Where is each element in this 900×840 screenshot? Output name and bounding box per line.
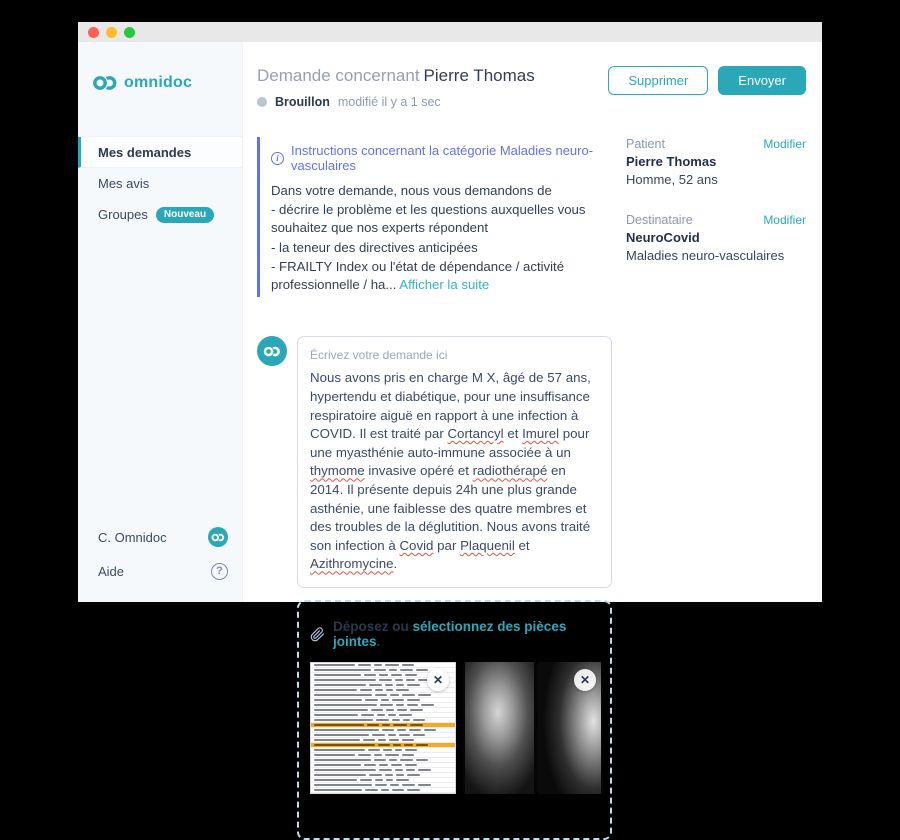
status-badge: Brouillon <box>275 95 330 109</box>
misspelled-word: radiothérapé <box>472 463 548 479</box>
sidebar-footer <box>78 520 242 588</box>
new-badge: Nouveau <box>156 207 214 223</box>
edit-recipient-link[interactable]: Modifier <box>763 213 806 227</box>
misspelled-word: Cortancyl <box>447 426 504 442</box>
remove-lab-results-button[interactable]: ✕ <box>427 669 449 691</box>
status-row <box>257 95 535 109</box>
delete-button[interactable]: Supprimer <box>608 66 708 95</box>
summary-panel <box>626 137 806 840</box>
page-title <box>257 66 535 86</box>
page-title-patient-name: Pierre Thomas <box>423 66 535 85</box>
sidebar-item-mes-demandes[interactable] <box>78 137 242 168</box>
omnidoc-logo-icon <box>92 75 118 91</box>
close-window-button[interactable] <box>88 27 99 38</box>
sidebar-item-groupes[interactable] <box>78 199 242 230</box>
last-modified-text: modifié il y a 1 sec <box>337 95 441 109</box>
remove-xray-button[interactable]: ✕ <box>574 669 596 691</box>
composer-row <box>257 336 612 588</box>
patient-label: Patient <box>626 137 665 151</box>
recipient-label: Destinataire <box>626 213 693 227</box>
attachments-dropzone[interactable] <box>297 600 612 840</box>
lab-results-attachment[interactable] <box>310 662 456 794</box>
instructions-header <box>271 143 612 173</box>
app-window <box>78 22 822 688</box>
page-title-prefix: Demande concernant <box>257 66 420 85</box>
info-icon: i <box>271 152 284 165</box>
sidebar-item-label: Mes demandes <box>98 144 192 160</box>
patient-section <box>626 137 806 187</box>
show-more-link[interactable]: Afficher la suite <box>399 277 490 293</box>
request-message-text: Nous avons pris en charge M X, âgé de 57 ans, hypertendu et diabétique, pour une insuffisance respiratoire aiguë en rapport à une infection à COVID. Il est traité par Cortancyl et Imurel pour une myasthénie auto-immune associée à un thymome invasive opéré et radiothérapé en 2014. Il présente depuis 24h une plus grande asthénie, une faiblesse des quatre membres et des troubles de la déglutition. Nous avons traité son infection à Covid par Plaquenil et Azithromycine. <box>310 370 591 572</box>
sidebar-item-label: Mes avis <box>98 176 150 191</box>
instructions-body: Dans votre demande, nous vous demandons de - décrire le problème et les questions auxquelles vous souhaitez que nos experts répondent - la teneur des directives anticipées - FRAILTY Index ou l'état de dépendance / activité professionnelle / ha... Afficher la suite <box>271 183 586 293</box>
omnidoc-logo <box>92 74 242 92</box>
recipient-name: NeuroCovid <box>626 230 700 245</box>
zoom-window-button[interactable] <box>124 27 135 38</box>
misspelled-word: Plaquenil <box>460 537 515 553</box>
misspelled-word: Imurel <box>522 426 560 442</box>
editor-placeholder: Écrivez votre demande ici <box>310 348 448 363</box>
minimize-window-button[interactable] <box>106 27 117 38</box>
edit-patient-link[interactable]: Modifier <box>763 137 806 151</box>
header-actions <box>608 66 806 95</box>
patient-details: Homme, 52 ans <box>626 172 718 187</box>
paperclip-icon <box>310 627 325 642</box>
main-content <box>243 42 822 688</box>
misspelled-word: Azithromycine <box>310 556 394 572</box>
omnidoc-avatar-icon <box>208 527 228 547</box>
xray-frontal-view <box>465 662 534 794</box>
dropzone-header <box>310 619 599 649</box>
misspelled-word: thymome <box>310 463 365 479</box>
misspelled-word: Covid <box>399 537 434 553</box>
omnidoc-logo-text: omnidoc <box>124 74 193 91</box>
instructions-title: Instructions concernant la catégorie Maladies neuro-vasculaires <box>291 143 594 173</box>
page-header <box>257 66 806 109</box>
attachments-list <box>310 662 599 794</box>
dropzone-text: Déposez ou <box>333 619 413 635</box>
sidebar <box>78 42 243 602</box>
help-icon: ? <box>211 563 228 580</box>
sidebar-item-label: Groupes <box>98 207 148 222</box>
lab-table-row <box>311 788 455 793</box>
status-dot-icon <box>257 97 267 107</box>
request-text-editor[interactable] <box>297 336 612 588</box>
sidebar-item-mes-avis[interactable] <box>78 168 242 199</box>
send-button[interactable]: Envoyer <box>718 66 806 95</box>
patient-name: Pierre Thomas <box>626 154 717 169</box>
recipient-details: Maladies neuro-vasculaires <box>626 248 785 263</box>
sidebar-item-help[interactable] <box>78 554 242 588</box>
window-titlebar <box>78 22 822 42</box>
account-label: C. Omnidoc <box>98 529 167 545</box>
category-instructions-box <box>257 137 612 297</box>
user-avatar-icon <box>257 336 287 366</box>
help-label: Aide <box>98 563 125 579</box>
dropzone-text-suffix: . <box>376 634 381 650</box>
sidebar-item-account[interactable] <box>78 520 242 554</box>
recipient-section <box>626 213 806 263</box>
sidebar-nav <box>78 136 242 230</box>
select-attachments-link[interactable]: sélectionnez des pièces jointes <box>333 619 567 650</box>
chest-xray-attachment[interactable] <box>463 662 603 794</box>
